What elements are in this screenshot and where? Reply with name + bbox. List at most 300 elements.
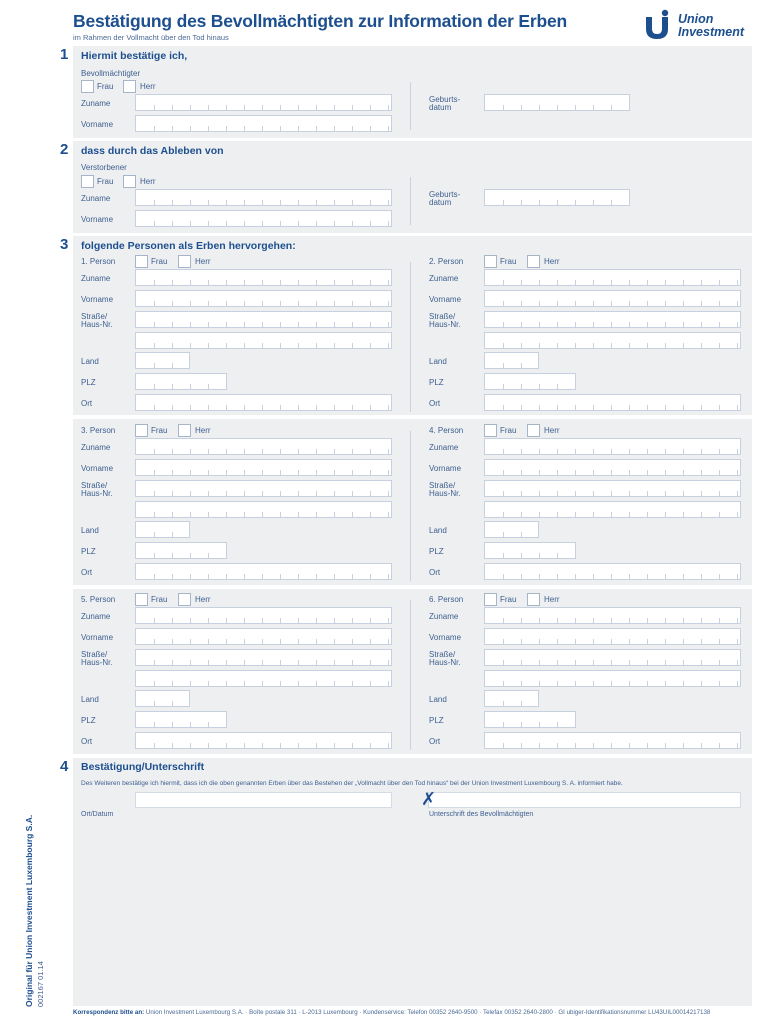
field-tick xyxy=(334,639,335,645)
field-tick xyxy=(190,618,191,624)
union-investment-logo xyxy=(640,9,755,43)
field-tick xyxy=(539,105,540,111)
field-tick xyxy=(280,681,281,687)
field-tick xyxy=(190,200,191,206)
field-tick xyxy=(154,405,155,411)
field-tick xyxy=(701,491,702,497)
field-tick xyxy=(244,618,245,624)
field-tick xyxy=(593,660,594,666)
field-tick xyxy=(521,301,522,307)
field-tick xyxy=(298,126,299,132)
field-tick xyxy=(244,639,245,645)
person-1-frau-checkbox[interactable] xyxy=(135,255,148,268)
person-3-ort-label: Ort xyxy=(81,568,93,577)
person-3-hausnr-field[interactable] xyxy=(135,501,392,518)
person-2-strasse-field[interactable] xyxy=(484,311,741,328)
section-4-text: Des Weiteren bestätige ich hiermit, dass ich die oben genannten Erben über das Bestehen der „Vollmacht über den Tod hinaus“ bei der Union Investment Luxembourg S. A. informiert habe. xyxy=(81,780,623,787)
signature-cross-mark: ✗ xyxy=(421,789,437,809)
s2-vorname-label: Vorname xyxy=(81,215,114,224)
person-4-herr-checkbox[interactable] xyxy=(527,424,540,437)
field-tick xyxy=(262,343,263,349)
field-tick xyxy=(280,449,281,455)
logo-line-2: Investment xyxy=(678,25,744,39)
field-tick xyxy=(503,343,504,349)
footer-lead: Korrespondenz bitte an: xyxy=(73,1009,145,1016)
field-tick xyxy=(226,280,227,286)
field-tick xyxy=(172,343,173,349)
field-tick xyxy=(190,660,191,666)
person-2-ort-label: Ort xyxy=(429,399,441,408)
field-tick xyxy=(521,105,522,111)
field-tick xyxy=(521,322,522,328)
person-5-vorname-field[interactable] xyxy=(135,628,392,645)
field-tick xyxy=(172,405,173,411)
field-tick xyxy=(352,681,353,687)
person-6-herr-label: Herr xyxy=(544,595,560,604)
field-tick xyxy=(503,280,504,286)
field-tick xyxy=(298,200,299,206)
field-tick xyxy=(719,343,720,349)
person-6-land-field[interactable] xyxy=(484,690,539,707)
logo-line-1: Union xyxy=(678,12,714,26)
original-note: Original für Union Investment Luxembourg S.A. xyxy=(24,814,34,1007)
person-2-vorname-label: Vorname xyxy=(429,295,462,304)
person-3-frau-checkbox[interactable] xyxy=(135,424,148,437)
s1-frau-checkbox[interactable] xyxy=(81,80,94,93)
person-2-ort-field[interactable] xyxy=(484,394,741,411)
person-5-hausnr-field[interactable] xyxy=(135,670,392,687)
field-tick xyxy=(226,574,227,580)
person-1-herr-checkbox[interactable] xyxy=(178,255,191,268)
field-tick xyxy=(154,449,155,455)
field-tick xyxy=(683,470,684,476)
field-tick xyxy=(665,743,666,749)
field-tick xyxy=(719,301,720,307)
field-tick xyxy=(172,363,173,369)
field-tick xyxy=(611,470,612,476)
field-tick xyxy=(244,449,245,455)
field-tick xyxy=(665,512,666,518)
field-tick xyxy=(244,491,245,497)
person-1-hausnr-field[interactable] xyxy=(135,332,392,349)
field-tick xyxy=(575,105,576,111)
field-tick xyxy=(593,512,594,518)
field-tick xyxy=(190,126,191,132)
field-tick xyxy=(190,449,191,455)
field-tick xyxy=(683,280,684,286)
field-tick xyxy=(629,660,630,666)
field-tick xyxy=(226,221,227,227)
field-tick xyxy=(575,660,576,666)
person-3-strasse-field[interactable] xyxy=(135,480,392,497)
field-tick xyxy=(575,681,576,687)
field-tick xyxy=(557,639,558,645)
field-tick xyxy=(298,574,299,580)
person-5-strasse-field[interactable] xyxy=(135,649,392,666)
s2-vorname-field[interactable] xyxy=(135,210,392,227)
person-4-plz-field[interactable] xyxy=(484,542,576,559)
person-6-herr-checkbox[interactable] xyxy=(527,593,540,606)
field-tick xyxy=(521,405,522,411)
person-5-frau-checkbox[interactable] xyxy=(135,593,148,606)
person-6-zuname-field[interactable] xyxy=(484,607,741,624)
field-tick xyxy=(298,405,299,411)
field-tick xyxy=(539,343,540,349)
field-tick xyxy=(701,449,702,455)
field-tick xyxy=(701,660,702,666)
section-1-role: Bevollmächtigter xyxy=(81,69,141,78)
field-tick xyxy=(665,681,666,687)
field-tick xyxy=(352,470,353,476)
s2-geburtsdatum-field[interactable] xyxy=(484,189,630,206)
field-tick xyxy=(172,681,173,687)
field-tick xyxy=(737,743,738,749)
field-tick xyxy=(647,574,648,580)
person-1-ort-field[interactable] xyxy=(135,394,392,411)
person-3-vorname-label: Vorname xyxy=(81,464,114,473)
field-tick xyxy=(503,701,504,707)
field-tick xyxy=(226,660,227,666)
field-tick xyxy=(388,221,389,227)
field-tick xyxy=(701,681,702,687)
field-tick xyxy=(647,512,648,518)
field-tick xyxy=(298,301,299,307)
person-4-strasse-label-2: Haus-Nr. xyxy=(429,489,461,498)
field-tick xyxy=(262,221,263,227)
field-tick xyxy=(647,681,648,687)
field-tick xyxy=(557,200,558,206)
field-tick xyxy=(737,618,738,624)
field-tick xyxy=(316,618,317,624)
field-tick xyxy=(683,491,684,497)
field-tick xyxy=(154,660,155,666)
person-3-herr-checkbox[interactable] xyxy=(178,424,191,437)
field-tick xyxy=(334,301,335,307)
field-tick xyxy=(611,574,612,580)
field-tick xyxy=(629,512,630,518)
field-tick xyxy=(665,660,666,666)
field-tick xyxy=(208,343,209,349)
field-tick xyxy=(388,301,389,307)
field-tick xyxy=(503,384,504,390)
person-5-ort-field[interactable] xyxy=(135,732,392,749)
field-tick xyxy=(262,405,263,411)
field-tick xyxy=(316,574,317,580)
section-1-title: Hiermit bestätige ich, xyxy=(81,50,188,62)
person-5-plz-field[interactable] xyxy=(135,711,227,728)
field-tick xyxy=(629,639,630,645)
person-2-zuname-field[interactable] xyxy=(484,269,741,286)
person-4-hausnr-field[interactable] xyxy=(484,501,741,518)
column-divider xyxy=(410,177,411,225)
field-tick xyxy=(539,280,540,286)
field-tick xyxy=(226,126,227,132)
footer xyxy=(73,1009,710,1016)
field-tick xyxy=(298,105,299,111)
field-tick xyxy=(647,449,648,455)
field-tick xyxy=(611,660,612,666)
field-tick xyxy=(737,470,738,476)
field-tick xyxy=(226,343,227,349)
field-tick xyxy=(737,280,738,286)
field-tick xyxy=(629,343,630,349)
person-6-vorname-label: Vorname xyxy=(429,633,462,642)
place-date-field[interactable] xyxy=(135,792,392,808)
field-tick xyxy=(352,221,353,227)
person-1-plz-field[interactable] xyxy=(135,373,227,390)
field-tick xyxy=(154,532,155,538)
person-3-land-field[interactable] xyxy=(135,521,190,538)
person-3-land-label: Land xyxy=(81,526,99,535)
field-tick xyxy=(557,405,558,411)
field-tick xyxy=(154,105,155,111)
field-tick xyxy=(190,512,191,518)
field-tick xyxy=(190,681,191,687)
field-tick xyxy=(629,470,630,476)
field-tick xyxy=(521,553,522,559)
field-tick xyxy=(370,301,371,307)
field-tick xyxy=(154,126,155,132)
person-3-strasse-label-1: Straße/ xyxy=(81,481,108,490)
person-6-strasse-field[interactable] xyxy=(484,649,741,666)
field-tick xyxy=(388,618,389,624)
field-tick xyxy=(593,280,594,286)
person-5-heading: 5. Person xyxy=(81,595,116,604)
s1-geburts-label-2: datum xyxy=(429,103,452,112)
person-3-ort-field[interactable] xyxy=(135,563,392,580)
field-tick xyxy=(737,343,738,349)
person-4-strasse-field[interactable] xyxy=(484,480,741,497)
field-tick xyxy=(280,639,281,645)
field-tick xyxy=(244,574,245,580)
person-4-zuname-field[interactable] xyxy=(484,438,741,455)
field-tick xyxy=(190,743,191,749)
field-tick xyxy=(208,301,209,307)
s1-vorname-field[interactable] xyxy=(135,115,392,132)
field-tick xyxy=(719,405,720,411)
field-tick xyxy=(154,470,155,476)
person-5-zuname-field[interactable] xyxy=(135,607,392,624)
s1-geburtsdatum-field[interactable] xyxy=(484,94,630,111)
field-tick xyxy=(611,280,612,286)
field-tick xyxy=(316,681,317,687)
field-tick xyxy=(575,343,576,349)
field-tick xyxy=(316,512,317,518)
field-tick xyxy=(334,743,335,749)
field-tick xyxy=(503,660,504,666)
field-tick xyxy=(539,470,540,476)
field-tick xyxy=(154,322,155,328)
field-tick xyxy=(370,405,371,411)
person-4-vorname-label: Vorname xyxy=(429,464,462,473)
field-tick xyxy=(539,743,540,749)
field-tick xyxy=(352,491,353,497)
person-3-vorname-field[interactable] xyxy=(135,459,392,476)
field-tick xyxy=(388,743,389,749)
s2-frau-checkbox[interactable] xyxy=(81,175,94,188)
field-tick xyxy=(244,405,245,411)
field-tick xyxy=(701,618,702,624)
field-tick xyxy=(683,660,684,666)
person-5-herr-checkbox[interactable] xyxy=(178,593,191,606)
field-tick xyxy=(280,105,281,111)
field-tick xyxy=(388,470,389,476)
person-4-land-label: Land xyxy=(429,526,447,535)
person-3-zuname-field[interactable] xyxy=(135,438,392,455)
field-tick xyxy=(262,449,263,455)
person-3-plz-field[interactable] xyxy=(135,542,227,559)
field-tick xyxy=(172,722,173,728)
field-tick xyxy=(665,405,666,411)
person-3-frau-label: Frau xyxy=(151,426,168,435)
person-2-hausnr-field[interactable] xyxy=(484,332,741,349)
field-tick xyxy=(388,639,389,645)
person-2-land-field[interactable] xyxy=(484,352,539,369)
signature-label: Unterschrift des Bevollmächtigten xyxy=(429,811,534,818)
field-tick xyxy=(208,470,209,476)
person-6-vorname-field[interactable] xyxy=(484,628,741,645)
field-tick xyxy=(575,200,576,206)
field-tick xyxy=(208,639,209,645)
field-tick xyxy=(190,405,191,411)
field-tick xyxy=(172,200,173,206)
field-tick xyxy=(298,618,299,624)
field-tick xyxy=(388,660,389,666)
s2-herr-checkbox[interactable] xyxy=(123,175,136,188)
person-6-ort-field[interactable] xyxy=(484,732,741,749)
field-tick xyxy=(172,660,173,666)
person-1-vorname-field[interactable] xyxy=(135,290,392,307)
person-2-plz-field[interactable] xyxy=(484,373,576,390)
column-divider xyxy=(410,431,411,581)
field-tick xyxy=(172,105,173,111)
field-tick xyxy=(539,722,540,728)
person-4-vorname-field[interactable] xyxy=(484,459,741,476)
field-tick xyxy=(503,743,504,749)
person-4-frau-checkbox[interactable] xyxy=(484,424,497,437)
field-tick xyxy=(226,639,227,645)
person-2-herr-checkbox[interactable] xyxy=(527,255,540,268)
field-tick xyxy=(593,200,594,206)
field-tick xyxy=(172,743,173,749)
person-2-frau-checkbox[interactable] xyxy=(484,255,497,268)
field-tick xyxy=(208,280,209,286)
field-tick xyxy=(611,618,612,624)
field-tick xyxy=(539,322,540,328)
field-tick xyxy=(647,470,648,476)
section-2-role: Verstorbener xyxy=(81,163,127,172)
section-4-number: 4 xyxy=(60,758,69,775)
person-1-land-field[interactable] xyxy=(135,352,190,369)
field-tick xyxy=(244,681,245,687)
person-4-ort-field[interactable] xyxy=(484,563,741,580)
field-tick xyxy=(575,491,576,497)
field-tick xyxy=(208,405,209,411)
field-tick xyxy=(154,491,155,497)
field-tick xyxy=(316,470,317,476)
person-5-herr-label: Herr xyxy=(195,595,211,604)
person-5-land-field[interactable] xyxy=(135,690,190,707)
person-5-frau-label: Frau xyxy=(151,595,168,604)
field-tick xyxy=(647,343,648,349)
field-tick xyxy=(334,512,335,518)
field-tick xyxy=(611,491,612,497)
s2-zuname-label: Zuname xyxy=(81,194,111,203)
signature-field[interactable] xyxy=(428,792,741,808)
field-tick xyxy=(316,491,317,497)
field-tick xyxy=(593,618,594,624)
field-tick xyxy=(298,470,299,476)
field-tick xyxy=(719,449,720,455)
s1-zuname-field[interactable] xyxy=(135,94,392,111)
field-tick xyxy=(611,301,612,307)
s1-herr-checkbox[interactable] xyxy=(123,80,136,93)
person-6-frau-checkbox[interactable] xyxy=(484,593,497,606)
person-5-land-label: Land xyxy=(81,695,99,704)
field-tick xyxy=(226,301,227,307)
field-tick xyxy=(172,553,173,559)
person-5-ort-label: Ort xyxy=(81,737,93,746)
s2-frau-label: Frau xyxy=(97,177,114,186)
field-tick xyxy=(503,363,504,369)
field-tick xyxy=(521,722,522,728)
field-tick xyxy=(370,639,371,645)
person-1-zuname-field[interactable] xyxy=(135,269,392,286)
s1-geburts-label-1: Geburts- xyxy=(429,95,461,104)
s2-zuname-field[interactable] xyxy=(135,189,392,206)
person-1-zuname-label: Zuname xyxy=(81,274,111,283)
person-1-heading: 1. Person xyxy=(81,257,116,266)
field-tick xyxy=(701,322,702,328)
field-tick xyxy=(593,105,594,111)
person-4-land-field[interactable] xyxy=(484,521,539,538)
field-tick xyxy=(316,200,317,206)
person-6-heading: 6. Person xyxy=(429,595,464,604)
field-tick xyxy=(154,301,155,307)
field-tick xyxy=(719,512,720,518)
field-tick xyxy=(647,639,648,645)
field-tick xyxy=(503,532,504,538)
section-2-title: dass durch das Ableben von xyxy=(81,145,224,157)
person-6-plz-field[interactable] xyxy=(484,711,576,728)
field-tick xyxy=(557,660,558,666)
field-tick xyxy=(737,639,738,645)
person-1-strasse-field[interactable] xyxy=(135,311,392,328)
field-tick xyxy=(262,200,263,206)
field-tick xyxy=(388,105,389,111)
field-tick xyxy=(611,105,612,111)
field-tick xyxy=(280,322,281,328)
field-tick xyxy=(388,449,389,455)
field-tick xyxy=(154,639,155,645)
person-2-vorname-field[interactable] xyxy=(484,290,741,307)
page-title: Bestätigung des Bevollmächtigten zur Information der Erben xyxy=(73,11,568,31)
field-tick xyxy=(370,221,371,227)
field-tick xyxy=(521,280,522,286)
field-tick xyxy=(388,126,389,132)
person-6-hausnr-field[interactable] xyxy=(484,670,741,687)
field-tick xyxy=(262,639,263,645)
field-tick xyxy=(647,280,648,286)
field-tick xyxy=(370,470,371,476)
field-tick xyxy=(575,280,576,286)
field-tick xyxy=(629,681,630,687)
field-tick xyxy=(262,660,263,666)
field-tick xyxy=(208,512,209,518)
field-tick xyxy=(503,200,504,206)
column-divider xyxy=(410,600,411,750)
field-tick xyxy=(334,280,335,286)
